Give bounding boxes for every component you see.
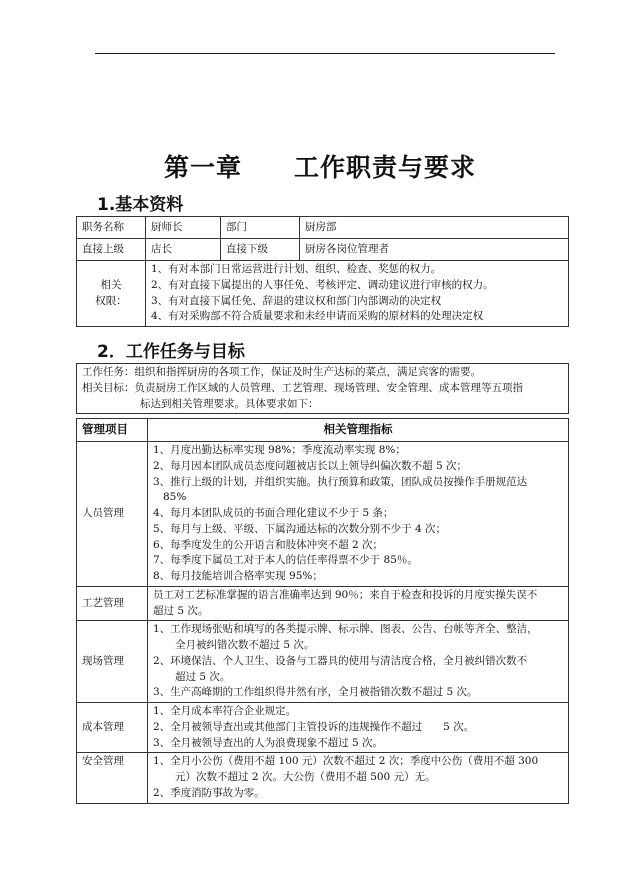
list-item: 1、全月成本率符合企业规定。 [153, 705, 297, 717]
list-item: 3、有对直接下属任免、辞退的建议权和部门内部调动的决定权 [151, 294, 442, 307]
table-cell: 职务名称 [77, 217, 146, 239]
table-cell: 直接上级 [77, 239, 146, 261]
indicator-list [148, 442, 569, 587]
chapter-name: 工作职责与要求 [294, 153, 477, 182]
list-item: 2、有对直接下属提出的人事任免、考核评定、调动建议进行审核的权力。 [151, 278, 494, 291]
column-header-item: 管理项目 [77, 419, 148, 442]
authority-label-line: 权限： [95, 294, 127, 307]
authority-label-line: 相关 [100, 278, 122, 291]
table-row [77, 261, 569, 327]
list-item: 1、月度出勤达标率实现 98%；季度流动率实现 8%； [153, 444, 406, 456]
table-row [77, 442, 569, 587]
table-row [77, 239, 569, 261]
goal-line: 相关目标：负责厨房工作区域的人员管理、工艺管理、现场管理、安全管理、成本管理等五项指 [82, 381, 523, 394]
list-item: 1、有对本部门日常运营进行计划、组织、检查、奖惩的权力。 [151, 263, 442, 275]
list-item: 4、每月本团队成员的书面合理化建议不少于 5 条； [153, 507, 394, 519]
list-item-continued: 超过 5 次。 [175, 670, 231, 683]
table-row [77, 217, 569, 239]
list-item: 3、全月被领导查出的人为浪费现象不超过 5 次。 [153, 736, 384, 749]
list-item-continued: 85% [163, 491, 187, 504]
table-row [77, 703, 569, 753]
basic-info-table [76, 216, 569, 327]
list-item: 7、每季度下属员工对于本人的信任率得票不少于 85％。 [153, 554, 418, 567]
list-item: 6、每季度发生的公开语言和肢体冲突不超 2 次； [153, 538, 384, 551]
category-site: 现场管理 [77, 621, 148, 703]
list-item-continued: 元）次数不超过 2 次。大公伤（费用不超 500 元）无。 [175, 771, 436, 783]
category-personnel: 人员管理 [77, 442, 148, 587]
list-item: 员工对工艺标准掌握的语言准确率达到 90％；来自于检查和投诉的月度实操失误不 [153, 588, 538, 601]
indicator-list [148, 586, 569, 621]
list-item: 2、季度消防事故为零。 [153, 786, 265, 799]
table-cell: 直接下级 [221, 239, 300, 261]
list-item-continued: 超过 5 次。 [153, 604, 209, 617]
category-cost: 成本管理 [77, 703, 148, 753]
table-header-row [77, 419, 569, 442]
list-item: 2、每月因本团队成员态度问题被店长以上领导纠偏次数不超 5 次； [153, 459, 468, 472]
list-item-continued: 全月被纠错次数不超过 5 次。 [175, 639, 315, 651]
work-task: 工作任务：组织和指挥厨房的各项工作，保证及时生产达标的菜点，满足宾客的需要。 [82, 366, 481, 378]
list-item: 4、有对采购部不符合质量要求和未经申请而采购的原材料的处理决定权 [151, 310, 484, 323]
goal-line: 标达到相关管理要求。具体要求如下： [140, 397, 319, 410]
list-item: 5、每月与上级、平级、下属沟通达标的次数分别不少于 4 次； [153, 522, 447, 535]
chapter-number: 第一章 [163, 153, 242, 182]
list-item: 3、生产高峰期的工作组织得井然有序，全月被指错次数不超过 5 次。 [153, 686, 478, 699]
indicator-list [148, 621, 569, 703]
table-cell: 部门 [221, 217, 300, 239]
header-rule [95, 53, 555, 54]
list-item: 1、工作现场张贴和填写的各类提示牌、标示牌、图表、公告、台帐等齐全、整洁， [153, 623, 538, 636]
column-header-indicator: 相关管理指标 [148, 419, 569, 442]
table-cell: 厨师长 [146, 217, 221, 239]
management-table [76, 418, 569, 804]
table-row [77, 586, 569, 621]
tasks-table [76, 363, 569, 414]
authority-label [77, 261, 146, 327]
task-goal-cell [77, 364, 569, 414]
authority-list [146, 261, 569, 327]
list-item: 1、全月小公伤（费用不超 100 元）次数不超过 2 次；季度中公伤（费用不超 300 [153, 755, 539, 768]
list-item: 3、推行上级的计划，并组织实施。执行预算和政策，团队成员按操作手册规范达 [153, 475, 528, 488]
category-safety: 安全管理 [77, 753, 148, 803]
table-cell: 厨房部 [300, 217, 569, 239]
table-row [77, 364, 569, 414]
list-item: 8、每月技能培训合格率实现 95%； [153, 570, 323, 582]
table-cell: 店长 [146, 239, 221, 261]
indicator-list [148, 703, 569, 753]
section-heading-tasks: 2．工作任务与目标 [97, 342, 245, 362]
list-item: 2、环境保洁、个人卫生、设备与工器具的使用与清洁度合格，全月被纠错次数不 [153, 654, 528, 667]
table-row [77, 753, 569, 803]
category-craft: 工艺管理 [77, 586, 148, 621]
indicator-list [148, 753, 569, 803]
list-item: 2、全月被领导查出或其他部门主管投诉的违规操作不超过 5 次。 [153, 720, 475, 733]
table-row [77, 621, 569, 703]
chapter-title [0, 148, 640, 184]
table-cell: 厨房各岗位管理者 [300, 239, 569, 261]
section-heading-basic: 1.基本资料 [97, 195, 184, 215]
